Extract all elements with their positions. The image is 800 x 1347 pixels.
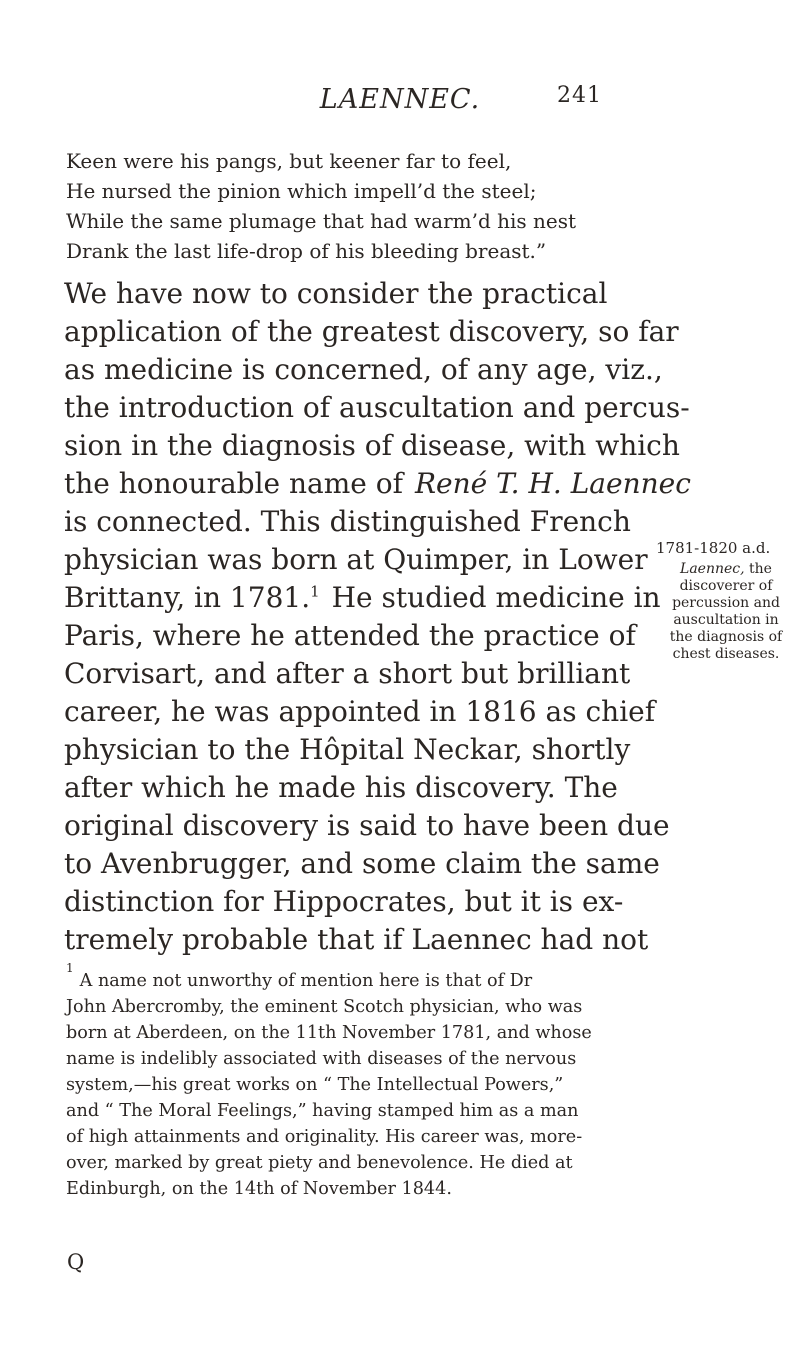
laennec-full-name: René T. H. Laennec [414, 467, 691, 500]
signature-mark: Q [67, 1250, 85, 1274]
poem-line: He nursed the pinion which impell’d the steel; [66, 179, 537, 203]
text-line-content: career, he was appointed in 1816 as chief [64, 695, 656, 728]
text-line [64, 541, 654, 579]
text-line [64, 731, 654, 769]
page-number: 241 [557, 83, 602, 108]
text-line [64, 579, 661, 617]
text-line-content: physician to the Hôpital Neckar, shortly [64, 733, 631, 766]
sidenote-line: discoverer of [679, 578, 773, 594]
footnote-text: A name not unworthy of mention here is that of Dr [79, 971, 533, 991]
text-line [64, 465, 691, 503]
text-line [64, 883, 654, 921]
text-line-content: Paris, where he attended the practice of [64, 619, 636, 652]
text-line-content: to Avenbrugger, and some claim the same [64, 847, 660, 880]
footnote-text: and “ The Moral Feelings,” having stamped him as a man [66, 1101, 579, 1121]
text-line [64, 275, 654, 313]
poem-line: Drank the last life-drop of his bleeding breast.” [66, 239, 547, 263]
footnote-line [66, 1020, 658, 1046]
text-line [64, 389, 690, 427]
footnote-line [66, 1046, 658, 1072]
footnote-line [66, 1124, 658, 1150]
sidenote-line [660, 561, 792, 578]
text-line-content: after which he made his discovery. The [64, 771, 618, 804]
main-paragraph [64, 275, 691, 959]
text-line-content: the honourable name of [64, 467, 403, 500]
text-line [64, 769, 654, 807]
text-line-content: He studied medicine in [331, 581, 661, 614]
footnote-text: Edinburgh, on the 14th of November 1844. [66, 1179, 452, 1199]
poem-quotation [66, 146, 626, 266]
footnote [66, 961, 658, 1202]
footnote-text: system,—his great works on “ The Intellectual Powers,” [66, 1075, 564, 1095]
footnote-marker: 1 [66, 961, 74, 975]
text-line [64, 921, 654, 959]
text-line-content: We have now to consider the practical [64, 277, 608, 310]
text-line-content: application of the greatest discovery, so far [64, 315, 679, 348]
sidenote-line: the diagnosis of [669, 629, 783, 645]
footnote-line [66, 1072, 658, 1098]
text-line-content [64, 579, 320, 617]
margin-date: 1781-1820 a.d. [656, 539, 771, 557]
text-line-content: original discovery is said to have been due [64, 809, 670, 842]
sidenote-line: percussion and [672, 595, 780, 611]
footnote-line [66, 961, 658, 994]
text-line [64, 503, 654, 541]
text-line [64, 807, 670, 845]
footnote-text: John Abercromby, the eminent Scotch physician, who was [66, 997, 583, 1017]
footnote-line [66, 1176, 658, 1202]
footnote-text: name is indelibly associated with diseases of the nervous [66, 1049, 577, 1069]
sidenote-line: chest diseases. [672, 646, 780, 662]
footnote-line [66, 994, 658, 1020]
text-line [64, 845, 660, 883]
text-line-content: Corvisart, and after a short but brilliant [64, 657, 631, 690]
sidenote-line: auscultation in [673, 612, 779, 628]
text-line [64, 693, 654, 731]
poem-line: Keen were his pangs, but keener far to feel, [66, 149, 512, 173]
text-line-content: sion in the diagnosis of disease, with which [64, 429, 680, 462]
footnote-line [66, 1150, 658, 1176]
margin-sidenote [660, 561, 792, 663]
text-line-content: physician was born at Quimper, in Lower [64, 543, 648, 576]
text-line-content: as medicine is concerned, of any age, viz., [64, 353, 663, 386]
text-line-content: the introduction of auscultation and percus- [64, 391, 690, 424]
sidenote-text: the [744, 561, 772, 577]
footnote-text: born at Aberdeen, on the 11th November 1781, and whose [66, 1023, 592, 1043]
footnote-text: over, marked by great piety and benevolence. He died at [66, 1153, 573, 1173]
text-fragment: Brittany, in 1781. [64, 581, 311, 614]
text-line [64, 351, 663, 389]
text-line-content: is connected. This distinguished French [64, 505, 631, 538]
footnote-reference: 1 [310, 582, 320, 601]
text-line [64, 427, 680, 465]
text-line-content: tremely probable that if Laennec had not [64, 923, 649, 956]
footnote-line [66, 1098, 658, 1124]
text-line [64, 313, 679, 351]
text-line [64, 655, 654, 693]
poem-line: While the same plumage that had warm’d his nest [66, 209, 577, 233]
sidenote-name: Laennec, [680, 561, 745, 577]
running-title: LAENNEC. [319, 84, 481, 115]
text-line [64, 617, 654, 655]
text-line-content: distinction for Hippocrates, but it is ex- [64, 885, 624, 918]
footnote-text: of high attainments and originality. His career was, more- [66, 1127, 583, 1147]
